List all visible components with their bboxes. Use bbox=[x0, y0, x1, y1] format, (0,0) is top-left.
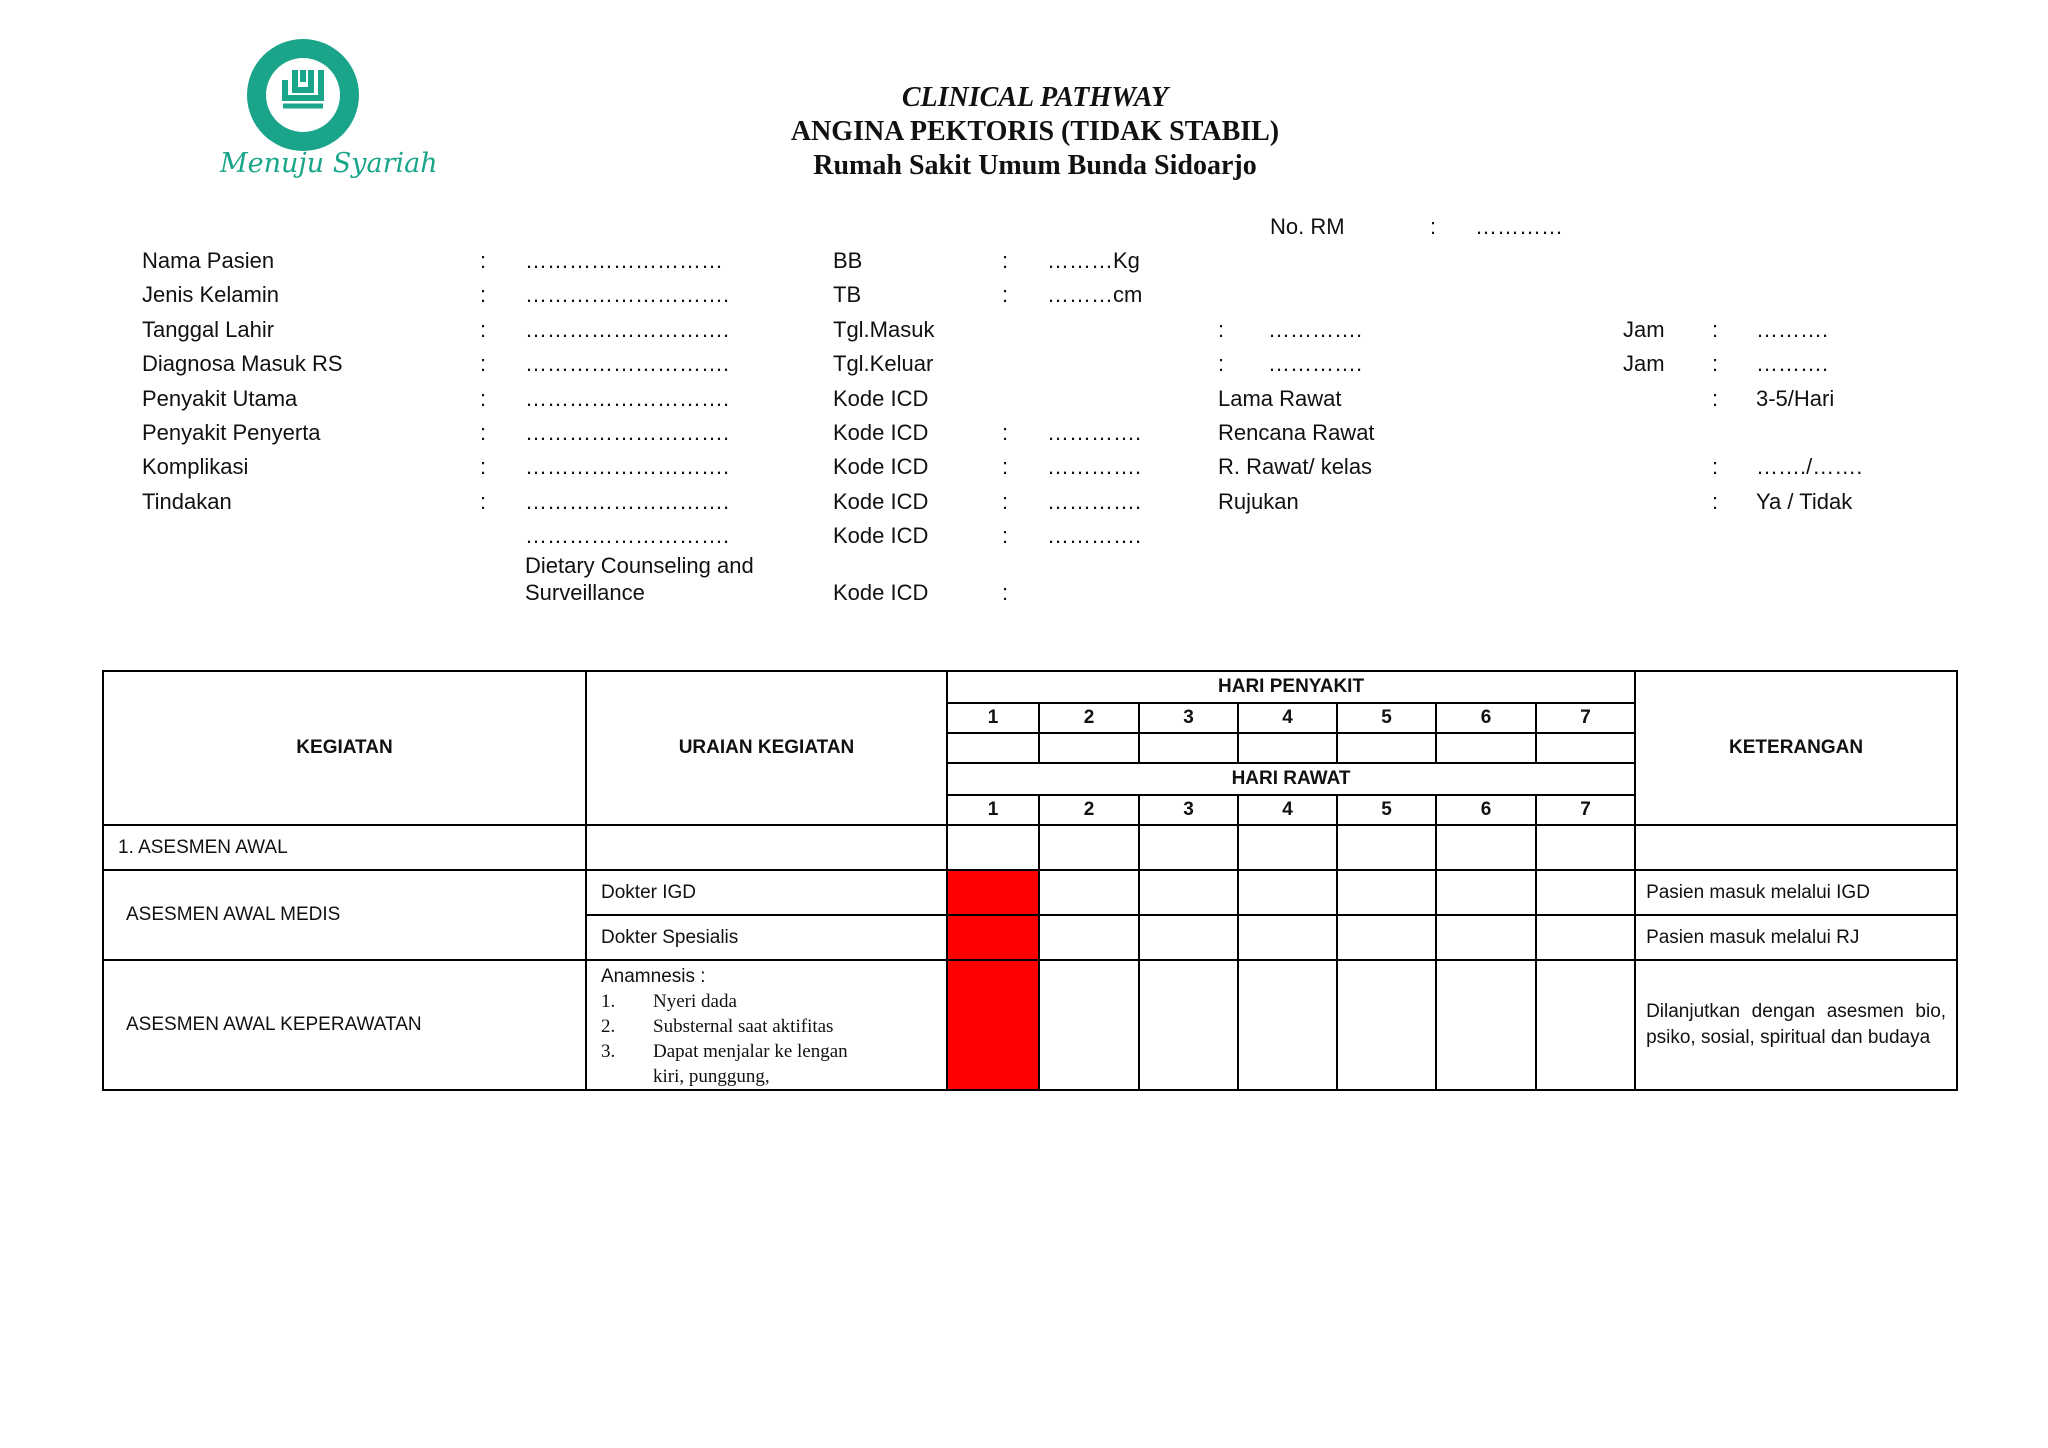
clinical-pathway-table bbox=[102, 670, 1958, 1091]
day-check-cell[interactable] bbox=[1337, 915, 1436, 960]
colon: : bbox=[1712, 386, 1719, 411]
colon: : bbox=[1002, 580, 1009, 605]
value-tb[interactable]: ………cm bbox=[1047, 282, 1143, 307]
value-dietary-1: Dietary Counseling and bbox=[525, 553, 754, 578]
label-ruang-rawat: R. Rawat/ kelas bbox=[1218, 454, 1373, 479]
label-tgl-keluar: Tgl.Keluar bbox=[833, 351, 934, 376]
value-jam-keluar[interactable]: ………. bbox=[1756, 351, 1829, 376]
table-row bbox=[103, 825, 1957, 870]
anamnesis-label: Anamnesis : bbox=[601, 966, 706, 987]
label-kode-icd: Kode ICD bbox=[833, 420, 929, 445]
value-komplikasi[interactable]: ………………………. bbox=[525, 454, 730, 479]
hari-penyakit-day: 6 bbox=[1436, 703, 1536, 733]
keterangan-cell: Pasien masuk melalui RJ bbox=[1635, 915, 1957, 960]
value-tgl-keluar[interactable]: …………. bbox=[1268, 351, 1363, 376]
hari-penyakit-day: 7 bbox=[1536, 703, 1635, 733]
day-check-cell[interactable] bbox=[1436, 915, 1536, 960]
value-ruang-rawat[interactable]: ……./……. bbox=[1756, 454, 1863, 479]
colon: : bbox=[1002, 523, 1009, 548]
day-check-cell[interactable] bbox=[1238, 915, 1337, 960]
label-jenis-kelamin: Jenis Kelamin bbox=[142, 282, 279, 307]
label-tb: TB bbox=[833, 282, 862, 307]
colon: : bbox=[1002, 454, 1009, 479]
day-check-cell[interactable] bbox=[947, 870, 1039, 915]
day-check-cell[interactable] bbox=[947, 915, 1039, 960]
colon: : bbox=[480, 420, 487, 445]
hari-penyakit-day: 5 bbox=[1337, 703, 1436, 733]
col-header-hari-penyakit: HARI PENYAKIT bbox=[947, 671, 1635, 703]
hari-penyakit-day: 1 bbox=[947, 703, 1039, 733]
label-penyakit-utama: Penyakit Utama bbox=[142, 386, 298, 411]
colon: : bbox=[480, 386, 487, 411]
label-penyakit-penyerta: Penyakit Penyerta bbox=[142, 420, 321, 445]
hari-rawat-day: 7 bbox=[1536, 795, 1635, 825]
hari-rawat-day: 5 bbox=[1337, 795, 1436, 825]
value-kode-icd[interactable]: …………. bbox=[1047, 489, 1142, 514]
section-title: 1. ASESMEN AWAL bbox=[103, 825, 586, 870]
label-jam-keluar: Jam bbox=[1623, 351, 1665, 376]
colon: : bbox=[1002, 489, 1009, 514]
list-item: 2. Substernal saat aktifitas bbox=[601, 1016, 834, 1037]
anamnesis-list bbox=[601, 989, 946, 1089]
label-nama-pasien: Nama Pasien bbox=[142, 248, 275, 273]
value-jenis-kelamin[interactable]: ………………………. bbox=[525, 282, 730, 307]
day-check-cell[interactable] bbox=[1436, 870, 1536, 915]
hari-penyakit-day: 2 bbox=[1039, 703, 1139, 733]
colon: : bbox=[1002, 282, 1009, 307]
col-header-keterangan: KETERANGAN bbox=[1635, 671, 1957, 825]
value-nama-pasien[interactable]: ……………………… bbox=[525, 248, 723, 273]
list-item: kiri, punggung, bbox=[653, 1066, 770, 1087]
colon: : bbox=[1002, 248, 1009, 273]
value-dietary-2: Surveillance bbox=[525, 580, 645, 605]
date-cell[interactable] bbox=[1139, 733, 1238, 763]
label-tindakan: Tindakan bbox=[142, 489, 232, 514]
value-lama-rawat: 3-5/Hari bbox=[1756, 386, 1835, 411]
label-bb: BB bbox=[833, 248, 863, 273]
table-row bbox=[103, 870, 1957, 915]
value-bb[interactable]: ………Kg bbox=[1047, 248, 1140, 273]
table-row bbox=[103, 960, 1957, 1090]
day-check-cell[interactable] bbox=[1039, 960, 1139, 1090]
date-cell[interactable] bbox=[1238, 733, 1337, 763]
colon: : bbox=[480, 489, 487, 514]
date-cell[interactable] bbox=[1536, 733, 1635, 763]
value-penyakit-penyerta[interactable]: ………………………. bbox=[525, 420, 730, 445]
uraian-cell: Dokter Spesialis bbox=[586, 915, 947, 960]
day-check-cell[interactable] bbox=[1238, 870, 1337, 915]
logo-text: Menuju Syariah bbox=[220, 148, 438, 179]
label-kode-icd: Kode ICD bbox=[833, 580, 929, 605]
hari-rawat-day: 6 bbox=[1436, 795, 1536, 825]
day-check-cell[interactable] bbox=[1139, 915, 1238, 960]
list-item: 1. Nyeri dada bbox=[601, 991, 737, 1012]
value-kode-icd[interactable]: …………. bbox=[1047, 420, 1142, 445]
colon: : bbox=[1712, 489, 1719, 514]
day-check-cell[interactable] bbox=[1139, 870, 1238, 915]
colon: : bbox=[1002, 420, 1009, 445]
keterangan-cell: Dilanjutkan dengan asesmen bio, psiko, sosial, spiritual dan budaya bbox=[1635, 960, 1957, 1090]
hospital-logo bbox=[215, 30, 438, 190]
no-rm-label: No. RM bbox=[1270, 214, 1345, 239]
value-rujukan[interactable]: Ya / Tidak bbox=[1756, 489, 1853, 514]
day-check-cell[interactable] bbox=[1039, 915, 1139, 960]
kegiatan-asesmen-keperawatan: ASESMEN AWAL KEPERAWATAN bbox=[103, 960, 586, 1090]
hari-penyakit-day: 3 bbox=[1139, 703, 1238, 733]
day-check-cell[interactable] bbox=[1337, 870, 1436, 915]
day-check-cell[interactable] bbox=[1536, 915, 1635, 960]
value-diagnosa-masuk[interactable]: ………………………. bbox=[525, 351, 730, 376]
no-rm-colon: : bbox=[1430, 214, 1437, 239]
value-tgl-masuk[interactable]: …………. bbox=[1268, 317, 1363, 342]
day-check-cell[interactable] bbox=[1039, 870, 1139, 915]
label-lama-rawat: Lama Rawat bbox=[1218, 386, 1342, 411]
day-check-cell[interactable] bbox=[947, 960, 1039, 1090]
label-tgl-masuk: Tgl.Masuk bbox=[833, 317, 935, 342]
hari-penyakit-day: 4 bbox=[1238, 703, 1337, 733]
colon: : bbox=[1712, 454, 1719, 479]
colon: : bbox=[480, 248, 487, 273]
list-item: 3. Dapat menjalar ke lengan bbox=[601, 1041, 848, 1062]
label-jam-masuk: Jam bbox=[1623, 317, 1665, 342]
colon: : bbox=[1712, 351, 1719, 376]
hari-rawat-day: 4 bbox=[1238, 795, 1337, 825]
label-kode-icd: Kode ICD bbox=[833, 386, 929, 411]
hari-rawat-day: 2 bbox=[1039, 795, 1139, 825]
value-kode-icd[interactable]: …………. bbox=[1047, 454, 1142, 479]
day-check-cell[interactable] bbox=[1536, 870, 1635, 915]
doc-title-line3: Rumah Sakit Umum Bunda Sidoarjo bbox=[813, 150, 1257, 181]
keterangan-cell: Pasien masuk melalui IGD bbox=[1635, 870, 1957, 915]
hari-rawat-day: 3 bbox=[1139, 795, 1238, 825]
colon: : bbox=[480, 282, 487, 307]
day-check-cell[interactable] bbox=[1337, 960, 1436, 1090]
value-kode-icd[interactable]: …………. bbox=[1047, 523, 1142, 548]
colon: : bbox=[480, 351, 487, 376]
value-tindakan-2[interactable]: ………………………. bbox=[525, 523, 730, 548]
kegiatan-asesmen-medis: ASESMEN AWAL MEDIS bbox=[103, 870, 586, 960]
colon: : bbox=[1218, 317, 1225, 342]
day-check-cell[interactable] bbox=[1139, 960, 1238, 1090]
hari-rawat-day: 1 bbox=[947, 795, 1039, 825]
label-kode-icd: Kode ICD bbox=[833, 523, 929, 548]
col-header-kegiatan: KEGIATAN bbox=[103, 671, 586, 825]
value-tanggal-lahir[interactable]: ………………………. bbox=[525, 317, 730, 342]
colon: : bbox=[480, 454, 487, 479]
col-header-uraian: URAIAN KEGIATAN bbox=[586, 671, 947, 825]
doc-title-line2: ANGINA PEKTORIS (TIDAK STABIL) bbox=[790, 116, 1280, 147]
day-check-cell[interactable] bbox=[1238, 960, 1337, 1090]
label-diagnosa-masuk: Diagnosa Masuk RS bbox=[142, 351, 343, 376]
uraian-cell: Dokter IGD bbox=[586, 870, 947, 915]
col-header-hari-rawat: HARI RAWAT bbox=[947, 763, 1635, 795]
value-jam-masuk[interactable]: ………. bbox=[1756, 317, 1829, 342]
day-check-cell[interactable] bbox=[1536, 960, 1635, 1090]
value-penyakit-utama[interactable]: ………………………. bbox=[525, 386, 730, 411]
label-kode-icd: Kode ICD bbox=[833, 489, 929, 514]
label-tanggal-lahir: Tanggal Lahir bbox=[142, 317, 275, 342]
value-tindakan[interactable]: ………………………. bbox=[525, 489, 730, 514]
colon: : bbox=[1712, 317, 1719, 342]
label-kode-icd: Kode ICD bbox=[833, 454, 929, 479]
label-rujukan: Rujukan bbox=[1218, 489, 1299, 514]
no-rm-value[interactable]: ………… bbox=[1475, 214, 1563, 239]
date-cell[interactable] bbox=[947, 733, 1039, 763]
colon: : bbox=[480, 317, 487, 342]
label-rencana-rawat: Rencana Rawat bbox=[1218, 420, 1375, 445]
uraian-anamnesis bbox=[586, 960, 947, 1090]
colon: : bbox=[1218, 351, 1225, 376]
date-cell[interactable] bbox=[1039, 733, 1139, 763]
date-cell[interactable] bbox=[1436, 733, 1536, 763]
doc-title-line1: CLINICAL PATHWAY bbox=[901, 82, 1169, 113]
date-cell[interactable] bbox=[1337, 733, 1436, 763]
label-komplikasi: Komplikasi bbox=[142, 454, 249, 479]
day-check-cell[interactable] bbox=[1436, 960, 1536, 1090]
